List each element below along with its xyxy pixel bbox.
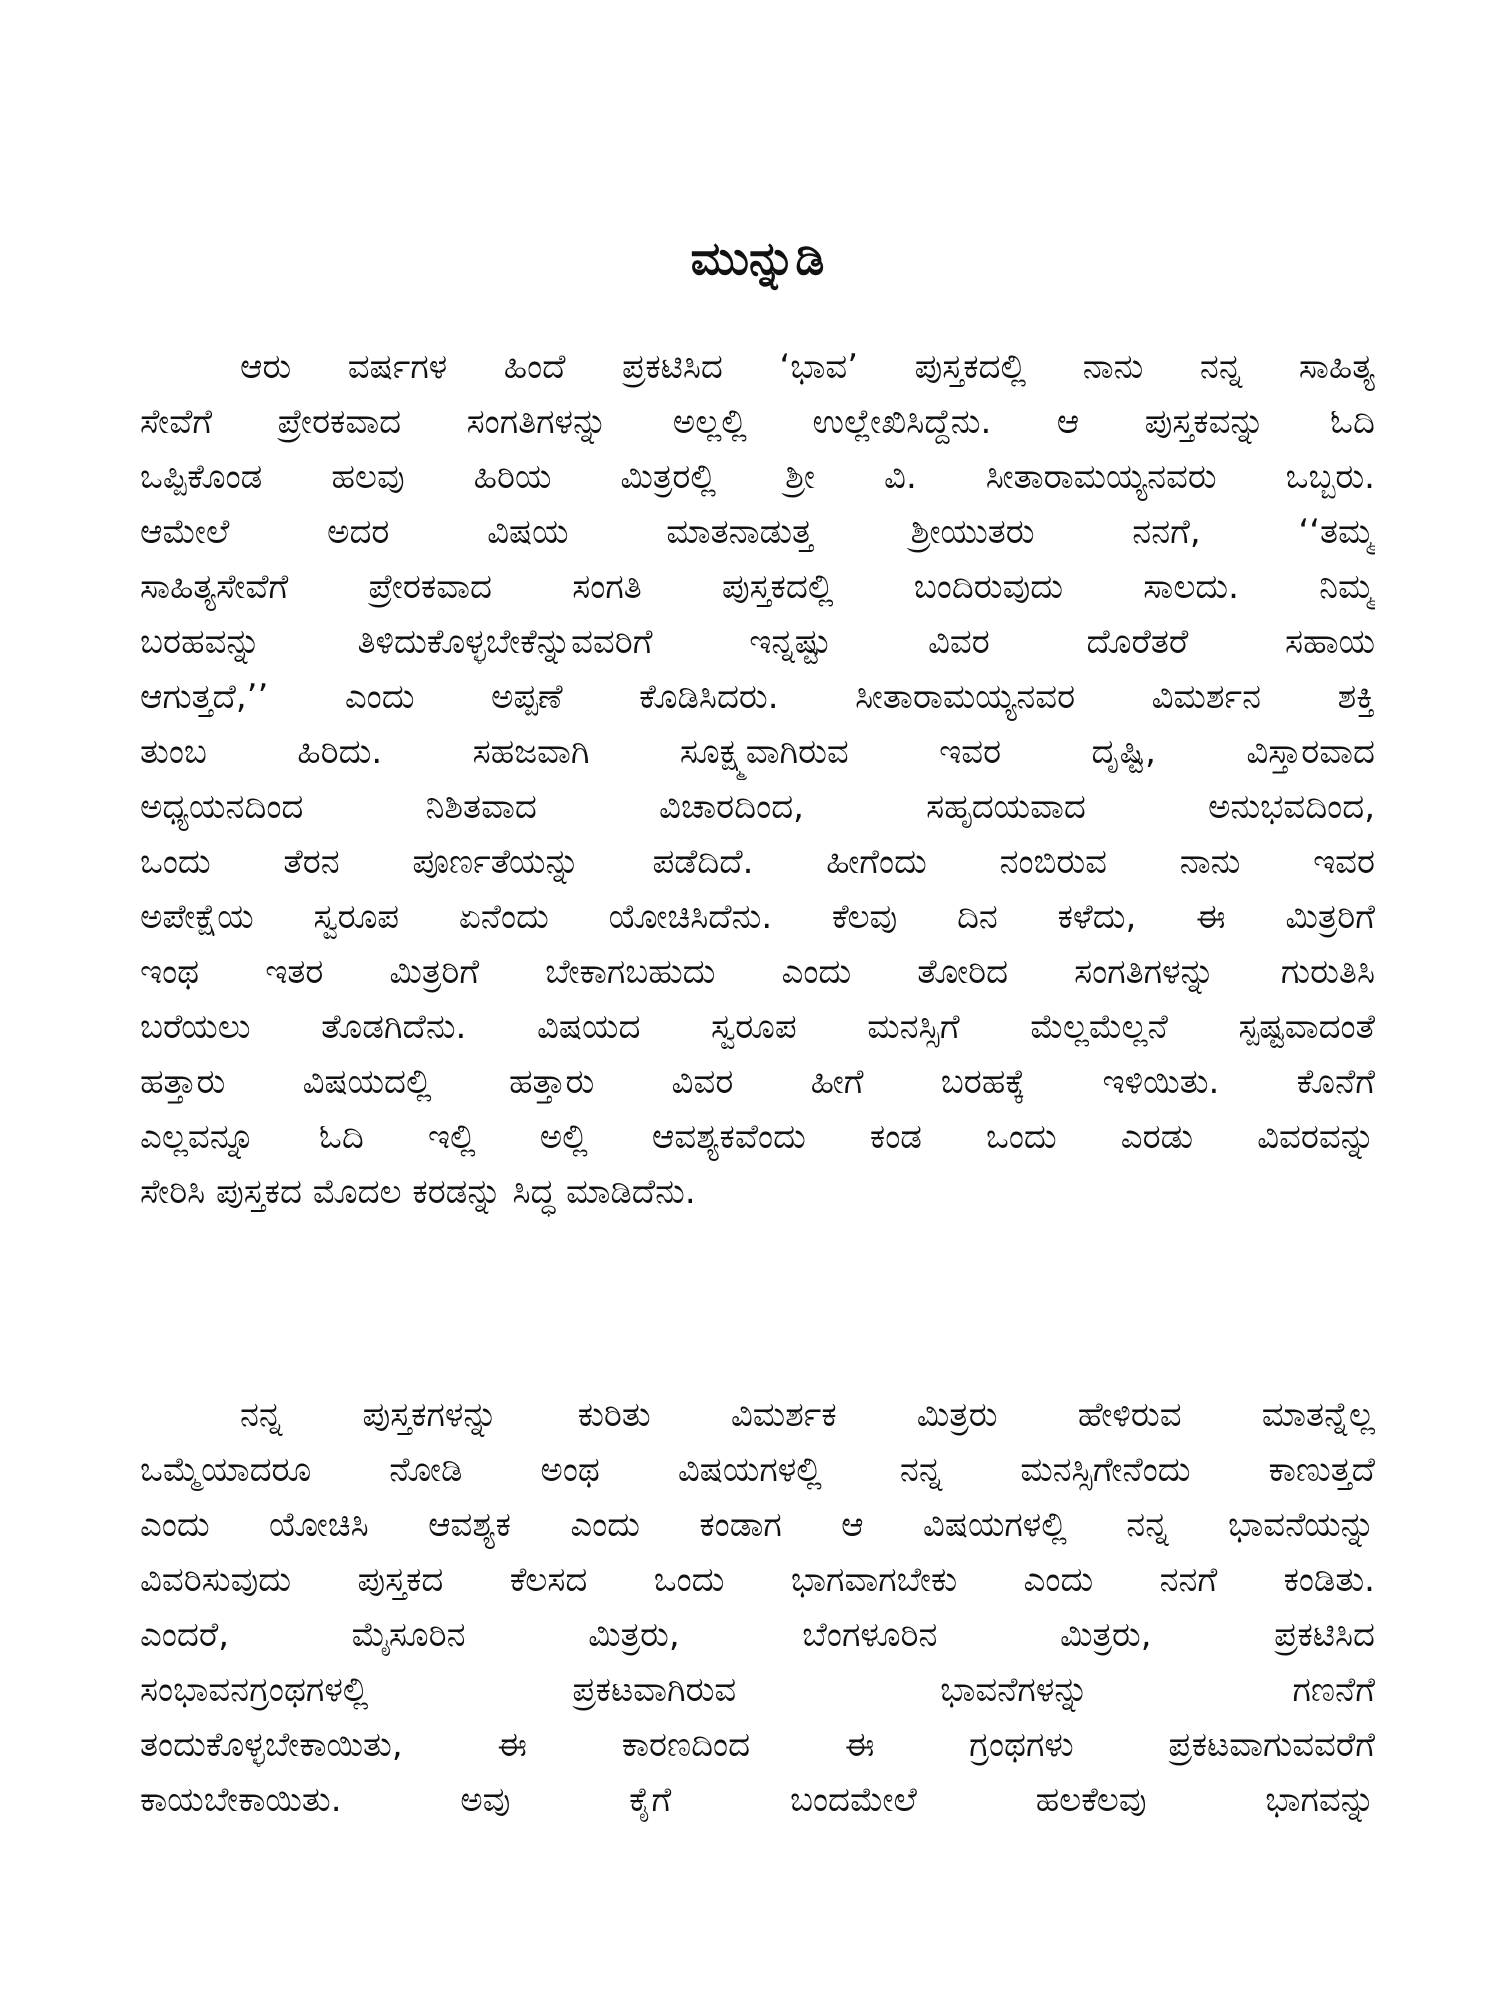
paragraph-1 (140, 340, 1375, 1220)
text-line: ಬರೆಯಲು ತೊಡಗಿದೆನು. ವಿಷಯದ ಸ್ವರೂಪ ಮನಸ್ಸಿಗೆ ಮೆಲ್ಲಮೆಲ್ಲನೆ ಸ್ಪಷ್ಟವಾದಂತೆ (140, 1007, 1375, 1047)
text-line: ಸೇವೆಗೆ ಪ್ರೇರಕವಾದ ಸಂಗತಿಗಳನ್ನು ಅಲ್ಲಲ್ಲಿ ಉಲ್ಲೇಖಿಸಿದ್ದೆನು. ಆ ಪುಸ್ತಕವನ್ನು ಓದಿ (140, 402, 1375, 442)
text-line: ಸಾಹಿತ್ಯಸೇವೆಗೆ ಪ್ರೇರಕವಾದ ಸಂಗತಿ ಪುಸ್ತಕದಲ್ಲಿ ಬಂದಿರುವುದು ಸಾಲದು. ನಿಮ್ಮ (140, 567, 1375, 607)
text-line: ಒಮ್ಮೆಯಾದರೂ ನೋಡಿ ಅಂಥ ವಿಷಯಗಳಲ್ಲಿ ನನ್ನ ಮನಸ್ಸಿಗೇನೆಂದು ಕಾಣುತ್ತದೆ (140, 1450, 1375, 1490)
paragraph-2 (140, 1388, 1375, 1828)
text-line: ಅಪೇಕ್ಷೆಯ ಸ್ವರೂಪ ಏನೆಂದು ಯೋಚಿಸಿದೆನು. ಕೆಲವು ದಿನ ಕಳೆದು, ಈ ಮಿತ್ರರಿಗೆ (140, 897, 1375, 937)
text-line: ಸೇರಿಸಿ ಪುಸ್ತಕದ ಮೊದಲ ಕರಡನ್ನು ಸಿದ್ಧ ಮಾಡಿದೆನು. (140, 1172, 696, 1212)
document-page (140, 0, 1375, 2000)
text-line: ವಿವರಿಸುವುದು ಪುಸ್ತಕದ ಕೆಲಸದ ಒಂದು ಭಾಗವಾಗಬೇಕು ಎಂದು ನನಗೆ ಕಂಡಿತು. (140, 1560, 1375, 1600)
text-line: ನನ್ನ ಪುಸ್ತಕಗಳನ್ನು ಕುರಿತು ವಿಮರ್ಶಕ ಮಿತ್ರರು ಹೇಳಿರುವ ಮಾತನ್ನೆಲ್ಲ (240, 1395, 1375, 1435)
text-line: ತುಂಬ ಹಿರಿದು. ಸಹಜವಾಗಿ ಸೂಕ್ಷ್ಮವಾಗಿರುವ ಇವರ ದೃಷ್ಟಿ, ವಿಸ್ತಾರವಾದ (140, 732, 1375, 772)
text-line: ಎಲ್ಲವನ್ನೂ ಓದಿ ಇಲ್ಲಿ ಅಲ್ಲಿ ಆವಶ್ಯಕವೆಂದು ಕಂಡ ಒಂದು ಎರಡು ವಿವರವನ್ನು (140, 1117, 1375, 1157)
text-line: ಅಧ್ಯಯನದಿಂದ ನಿಶಿತವಾದ ವಿಚಾರದಿಂದ, ಸಹೃದಯವಾದ ಅನುಭವದಿಂದ, (140, 787, 1375, 827)
text-line: ಸಂಭಾವನಗ್ರಂಥಗಳಲ್ಲಿ ಪ್ರಕಟವಾಗಿರುವ ಭಾವನೆಗಳನ್ನು ಗಣನೆಗೆ (140, 1670, 1375, 1710)
text-line: ಹತ್ತಾರು ವಿಷಯದಲ್ಲಿ ಹತ್ತಾರು ವಿವರ ಹೀಗೆ ಬರಹಕ್ಕೆ ಇಳಿಯಿತು. ಕೊನೆಗೆ (140, 1062, 1375, 1102)
page-title: ಮುನ್ನುಡಿ (690, 231, 825, 285)
text-line: ಇಂಥ ಇತರ ಮಿತ್ರರಿಗೆ ಬೇಕಾಗಬಹುದು ಎಂದು ತೋರಿದ ಸಂಗತಿಗಳನ್ನು ಗುರುತಿಸಿ (140, 952, 1375, 992)
text-line: ಆಗುತ್ತದೆ,’’ ಎಂದು ಅಪ್ಪಣೆ ಕೊಡಿಸಿದರು. ಸೀತಾರಾಮಯ್ಯನವರ ವಿಮರ್ಶನ ಶಕ್ತಿ (140, 677, 1375, 717)
text-line: ಒಂದು ತೆರನ ಪೂರ್ಣತೆಯನ್ನು ಪಡೆದಿದೆ. ಹೀಗೆಂದು ನಂಬಿರುವ ನಾನು ಇವರ (140, 842, 1375, 882)
text-line: ಬರಹವನ್ನು ತಿಳಿದುಕೊಳ್ಳಬೇಕೆನ್ನುವವರಿಗೆ ಇನ್ನಷ್ಟು ವಿವರ ದೊರೆತರೆ ಸಹಾಯ (140, 622, 1375, 662)
text-line: ಎಂದರೆ, ಮೈಸೂರಿನ ಮಿತ್ರರು, ಬೆಂಗಳೂರಿನ ಮಿತ್ರರು, ಪ್ರಕಟಿಸಿದ (140, 1615, 1375, 1655)
text-line: ಆರು ವರ್ಷಗಳ ಹಿಂದೆ ಪ್ರಕಟಿಸಿದ ‘ಭಾವ’ ಪುಸ್ತಕದಲ್ಲಿ ನಾನು ನನ್ನ ಸಾಹಿತ್ಯ (240, 347, 1375, 387)
text-line: ಎಂದು ಯೋಚಿಸಿ ಆವಶ್ಯಕ ಎಂದು ಕಂಡಾಗ ಆ ವಿಷಯಗಳಲ್ಲಿ ನನ್ನ ಭಾವನೆಯನ್ನು (140, 1505, 1375, 1545)
text-line: ಒಪ್ಪಿಕೊಂಡ ಹಲವು ಹಿರಿಯ ಮಿತ್ರರಲ್ಲಿ ಶ್ರೀ ವಿ. ಸೀತಾರಾಮಯ್ಯನವರು ಒಬ್ಬರು. (140, 457, 1375, 497)
text-line: ಆಮೇಲೆ ಅದರ ವಿಷಯ ಮಾತನಾಡುತ್ತ ಶ್ರೀಯುತರು ನನಗೆ, ‘‘ತಮ್ಮ (140, 512, 1375, 552)
text-line: ಕಾಯಬೇಕಾಯಿತು. ಅವು ಕೈಗೆ ಬಂದಮೇಲೆ ಹಲಕೆಲವು ಭಾಗವನ್ನು (140, 1780, 1375, 1820)
text-line: ತಂದುಕೊಳ್ಳಬೇಕಾಯಿತು, ಈ ಕಾರಣದಿಂದ ಈ ಗ್ರಂಥಗಳು ಪ್ರಕಟವಾಗುವವರೆಗೆ (140, 1725, 1375, 1765)
